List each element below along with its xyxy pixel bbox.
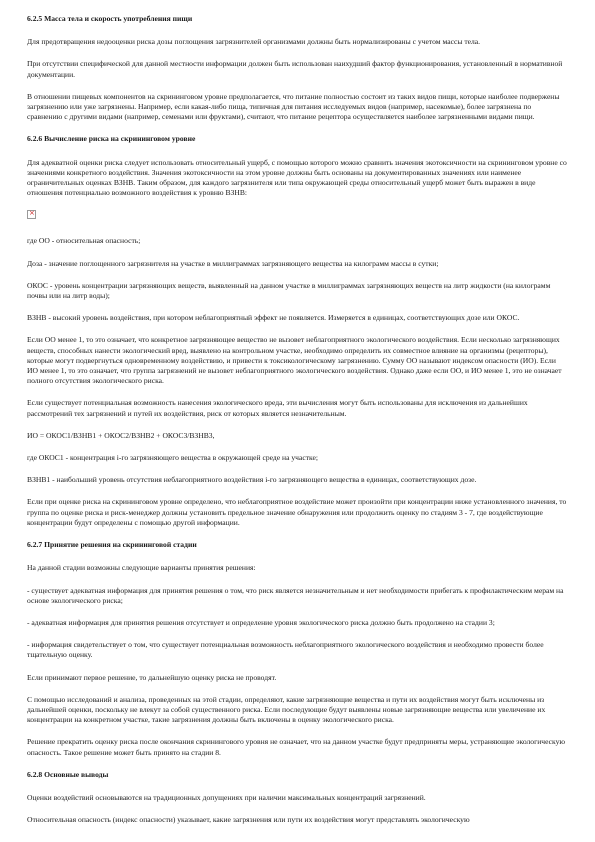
paragraph: Если при оценке риска на скрининговом уровне определено, что неблагоприятное воздействие может произойти при концентрации ниже установленного значения, то группа по оценке риска и риск-менеджер должны установить предельное значение обнаружения или продолжить оценку по стадиям 3 - 7, где воздействующие концентрации будут определены с помощью другой информации. (27, 497, 567, 527)
list-item: - информация свидетельствует о том, что существует потенциальная возможность неблагоприятного экологического воздействия и необходимо провести более тщательную оценку. (27, 640, 544, 660)
section-heading-6-2-6: 6.2.6 Вычисление риска на скрининговом уровне (27, 134, 196, 144)
paragraph: где ОО - относительная опасность; (27, 236, 141, 246)
paragraph: Для предотвращения недооценки риска дозы поглощения загрязнителей организмами должны быть нормализированы с учетом массы тела. (27, 37, 481, 47)
paragraph: При отсутствии специфической для данной местности информации должен быть использован наихудший фактор функционирования, установленный в нормативной документации. (27, 59, 563, 79)
paragraph: где ОКОС1 - концентрация i-го загрязняющего вещества в окружающей среде на участке; (27, 453, 319, 463)
paragraph: Оценки воздействий основываются на традиционных допущениях при наличии максимальных концентраций загрязнений. (27, 792, 426, 802)
paragraph: Для адекватной оценки риска следует использовать относительный ущерб, с помощью которого можно сравнить значения экотоксичности на скрининговом уровне со значениями конкретного воздействия. Значения экотоксичности на этом уровне должны быть основаны на документированных значениях или наименее ограничительных оценках ВЗНВ. Таким образом, для каждого загрязнителя или типа окружающей среды относительный ущерб может быть выражен в виде отношения потенциально возможного воздействия к уровню ВЗНВ: (27, 157, 567, 198)
paragraph: Если ОО менее 1, то это означает, что конкретное загрязняющее вещество не вызовет неблагоприятного экологического воздействия. Если несколько загрязняющих веществ, способных нанести экологический вред, выявлено на контрольном участке, необходимо определить их совместное влияние на организмы (рецепторы), которые могут подвергнуться одновременному воздействию, и привести к токсикологическому загрязнению. Сумму ОО называют индексом опасности (ИО). Если ИО менее 1, то это означает, что группа загрязнений не вызовет неблагоприятного экологического воздействия. Однако даже если ОО, и ИО менее 1, это не означает полного отсутствия экологического риска. (27, 335, 562, 386)
broken-image-icon: × (29, 209, 35, 218)
section-heading-6-2-7: 6.2.7 Принятие решения на скрининговой стадии (27, 540, 197, 550)
paragraph: Решение прекратить оценку риска после окончания скринингового уровня не означает, что на данном участке будут предприняты меры, устраняющие экологическую опасность. Такое решение может быть принято на стадии 8. (27, 737, 566, 757)
paragraph: Если существует потенциальная возможность нанесения экологического вреда, эти вычисления могут быть использованы для исключения из дальнейших рассмотрений тех загрязнений и путей их воздействия, риск от которых является незначительным. (27, 398, 528, 418)
list-item: - адекватная информация для принятия решения отсутствует и определение уровня экологического риска должно быть продолжено на стадии 3; (27, 617, 495, 627)
section-heading-6-2-8: 6.2.8 Основные выводы (27, 769, 109, 779)
paragraph: С помощью исследований и анализа, проведенных на этой стадии, определяют, какие загрязняющие вещества и пути их воздействия могут быть исключены из дальнейшей оценки, поскольку не влекут за собой существенного риска. Если последующие будут выявлены новые загрязняющие вещества или увеличение их концентрации на конкретном участке, такие загрязнения должны быть включены в оценку экологического риска. (27, 694, 546, 725)
paragraph: Относительная опасность (индекс опасности) указывает, какие загрязнения или пути их воздействия могут представлять экологическую (27, 815, 470, 825)
paragraph: В отношении пищевых компонентов на скрининговом уровне предполагается, что питание полностью состоит из таких видов пищи, которые наиболее подвержены загрязнению или уже загрязнены. Например, если какая-либо пища, типичная для питания исследуемых видов (например, насекомые), более загрязнена по сравнению с другими видами (например, семенами или фруктами), считают, что питание рецептора осуществляется наиболее загрязненными видами пищи. (27, 91, 560, 122)
formula-text: ИО = ОКОС1/ВЗНВ1 + ОКОС2/ВЗНВ2 + ОКОС3/ВЗНВ3, (27, 430, 215, 440)
list-item: - существует адекватная информация для принятия решения о том, что риск является незначительным и нет необходимости прибегать к профилактическим мерам на основе экологического риска; (27, 585, 564, 605)
paragraph: ОКОС - уровень концентрации загрязняющих веществ, выявленный на данном участке в миллиграммах загрязняющих веществ на литр жидкости (на килограмм почвы или на литр воды); (27, 280, 551, 301)
paragraph: ВЗНВ - высокий уровень воздействия, при котором неблагоприятный эффект не появляется. Измеряется в единицах, соответствующих дозе или ОКОС. (27, 313, 520, 323)
paragraph: ВЗНВ1 - наибольший уровень отсутствия неблагоприятного воздействия i-го загрязняющего вещества в единицах, соответствующих дозе. (27, 475, 477, 485)
paragraph: На данной стадии возможны следующие варианты принятия решения: (27, 563, 256, 573)
paragraph: Если принимают первое решение, то дальнейшую оценку риска не проводят. (27, 672, 277, 682)
paragraph: Доза - значение поглощенного загрязнителя на участке в миллиграммах загрязняющего вещества на килограмм массы в сутки; (27, 258, 439, 268)
section-heading-6-2-5: 6.2.5 Масса тела и скорость употребления пищи (27, 14, 193, 23)
